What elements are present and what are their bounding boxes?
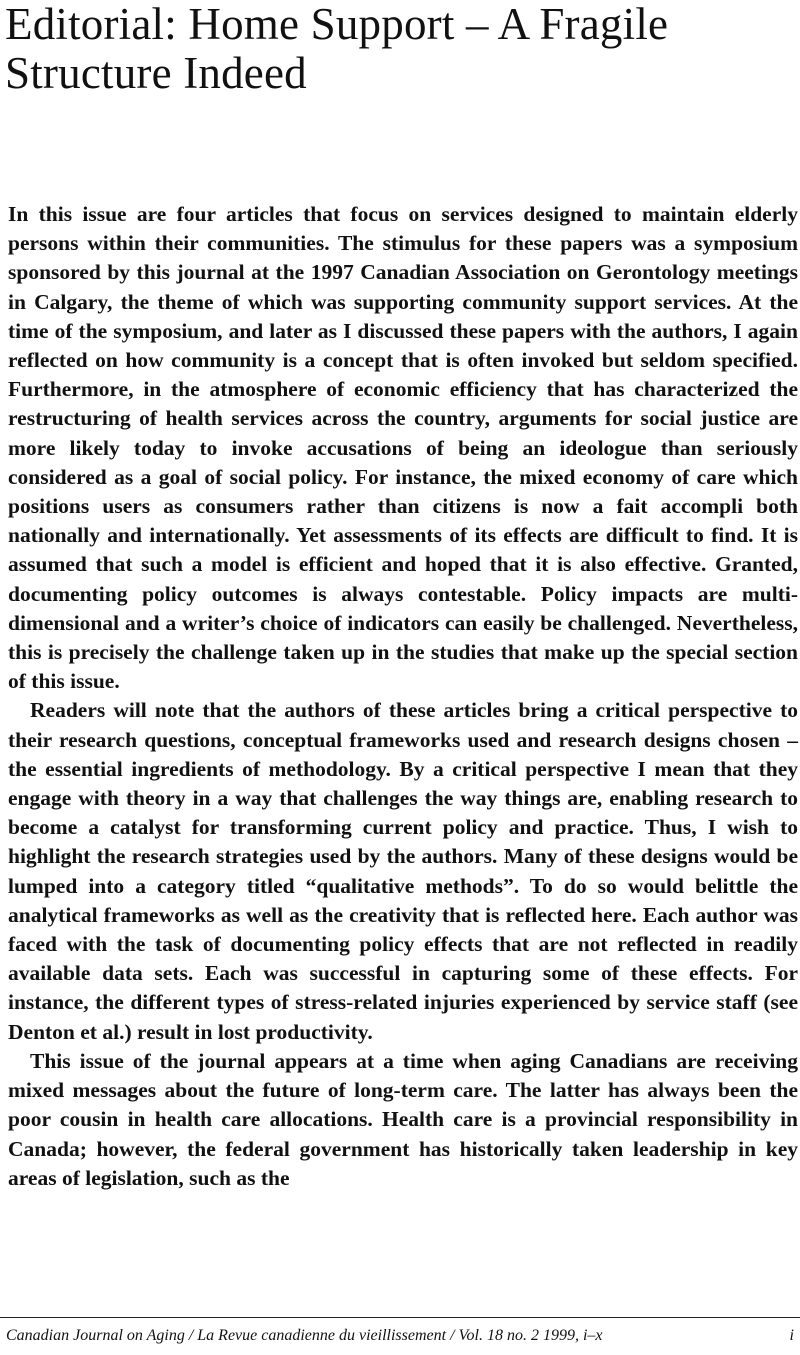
body-paragraph-1: In this issue are four articles that focus on services designed to maintain elderly persons within their communities. The stimulus for these papers was a symposium sponsored by this journal at the 1997 Canadian Association on Gerontology meetings in Calgary, the theme of which was supporting community support services. At the time of the symposium, and later as I discussed these papers with the authors, I again reflected on how community is a concept that is often invoked but seldom specified. Furthermore, in the atmosphere of economic efficiency that has characterized the restructuring of health services across the country, arguments for social justice are more likely today to invoke accusations of being an ideologue than seriously considered as a goal of social policy. For instance, the mixed economy of care which positions users as consumers rather than citizens is now a fait accompli both nationally and internationally. Yet assessments of its effects are difficult to find. It is assumed that such a model is efficient and hoped that it is also effective. Granted, documenting policy outcomes is always contestable. Policy impacts are multi-dimensional and a writer’s choice of indicators can easily be challenged. Nevertheless, this is precisely the challenge taken up in the studies that make up the special section of this issue. (8, 202, 798, 694)
page-number: i (789, 1327, 794, 1344)
body-paragraph-2: Readers will note that the authors of these articles bring a critical perspective to their research questions, conceptual frameworks used and research designs chosen – the essential ingredients of methodology. By a critical perspective I mean that they engage with theory in a way that challenges the way things are, enabling research to become a catalyst for transforming current policy and practice. Thus, I wish to highlight the research strategies used by the authors. Many of these designs would be lumped into a category titled “qualitative methods”. To do so would belittle the analytical frameworks as well as the creativity that is reflected here. Each author was faced with the task of documenting policy effects that are not reflected in readily available data sets. Each was successful in capturing some of these effects. For instance, the different types of stress-related injuries experienced by service staff (see Denton et al.) result in lost productivity. (8, 698, 798, 1044)
footer-divider (0, 1317, 800, 1318)
page-footer (6, 1326, 794, 1346)
title-line-2: Structure Indeed (5, 48, 307, 98)
journal-citation: Canadian Journal on Aging / La Revue canadienne du vieillissement / Vol. 18 no. 2 1999, i–x (6, 1327, 603, 1344)
title-line-1: Editorial: Home Support – A Fragile (5, 0, 669, 49)
article-body (8, 200, 798, 1193)
article-title (5, 0, 795, 98)
body-paragraph-3: This issue of the journal appears at a time when aging Canadians are receiving mixed messages about the future of long-term care. The latter has always been the poor cousin in health care allocations. Health care is a provincial responsibility in Canada; however, the federal government has historically taken leadership in key areas of legislation, such as the (8, 1048, 798, 1190)
